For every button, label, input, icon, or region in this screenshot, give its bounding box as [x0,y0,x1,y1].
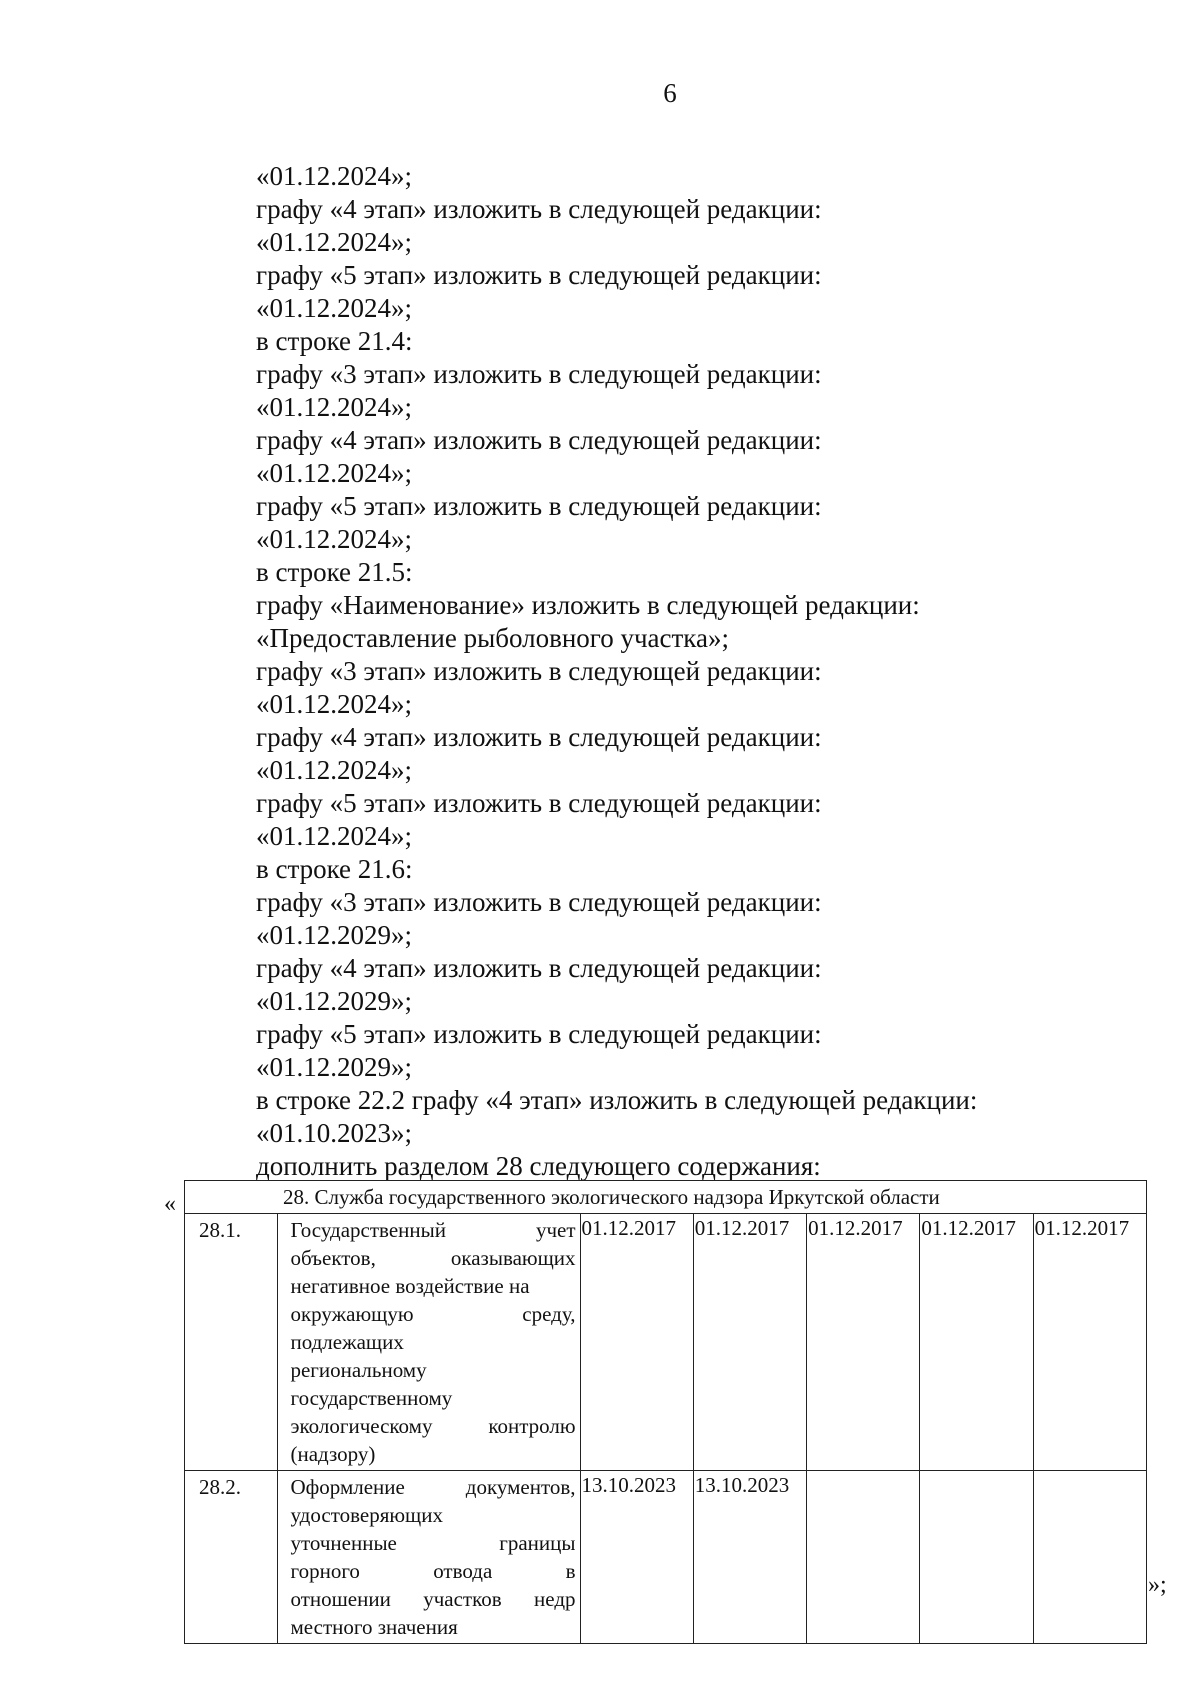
stage-5-date: 01.12.2017 [1033,1214,1146,1471]
opening-quote: « [164,1191,176,1217]
text-line: «01.12.2024»; [256,755,413,785]
table-row [185,1214,1147,1471]
text-line: «01.12.2029»; [256,920,413,950]
text-line: «01.12.2024»; [256,227,413,257]
name-line: (надзору) [290,1442,376,1466]
text-line: графу «5 этап» изложить в следующей редакции: [256,260,822,290]
text-line: «01.12.2024»; [256,161,413,191]
text-line: графу «Наименование» изложить в следующей редакции: [256,590,920,620]
stage-2-date: 01.12.2017 [693,1214,806,1471]
row-number: 28.2. [185,1471,278,1644]
text-line: графу «4 этап» изложить в следующей редакции: [256,722,822,752]
closing-quote: »; [1148,1572,1167,1598]
stage-3-date [807,1471,920,1644]
text-line: графу «4 этап» изложить в следующей редакции: [256,425,822,455]
text-line: графу «5 этап» изложить в следующей редакции: [256,788,822,818]
section-28-table [184,1180,1147,1644]
stage-1-date: 01.12.2017 [580,1214,693,1471]
stage-5-date [1033,1471,1146,1644]
text-line: «01.12.2024»; [256,524,413,554]
text-line: «01.12.2024»; [256,458,413,488]
text-line: «01.12.2024»; [256,821,413,851]
text-line: «01.12.2024»; [256,293,413,323]
row-name [278,1214,580,1471]
text-line: «01.12.2029»; [256,986,413,1016]
text-line: «01.12.2024»; [256,392,413,422]
name-line: объектов, оказывающих [290,1246,576,1270]
text-line: графу «5 этап» изложить в следующей редакции: [256,1019,822,1049]
text-line: графу «4 этап» изложить в следующей редакции: [256,953,822,983]
text-line: «01.10.2023»; [256,1118,413,1148]
text-line: «Предоставление рыболовного участка»; [256,623,730,653]
name-line: региональному [290,1358,427,1382]
page-number: 6 [663,78,677,108]
text-line: «01.12.2024»; [256,689,413,719]
name-line: негативное воздействие на [290,1274,530,1298]
name-line: Государственный учет [290,1218,576,1242]
text-line: в строке 22.2 графу «4 этап» изложить в следующей редакции: [256,1085,978,1115]
name-line: государственному [290,1386,453,1410]
text-line: графу «3 этап» изложить в следующей редакции: [256,656,822,686]
name-line: Оформление документов, [290,1475,576,1499]
stage-1-date: 13.10.2023 [580,1471,693,1644]
name-line: местного значения [290,1615,458,1639]
name-line: окружающую среду, [290,1302,576,1326]
stage-3-date: 01.12.2017 [807,1214,920,1471]
name-line: экологическому контролю [290,1414,576,1438]
text-line: графу «3 этап» изложить в следующей редакции: [256,887,822,917]
row-name [278,1471,580,1644]
amendment-text [256,160,1156,1183]
name-line: подлежащих [290,1330,404,1354]
stage-4-date: 01.12.2017 [920,1214,1033,1471]
name-line: горного отвода в [290,1559,576,1583]
text-line: в строке 21.6: [256,854,413,884]
name-line: отношении участков недр [290,1587,576,1611]
table-title-row [185,1181,1147,1214]
text-line: графу «4 этап» изложить в следующей редакции: [256,194,822,224]
stage-2-date: 13.10.2023 [693,1471,806,1644]
text-line: графу «3 этап» изложить в следующей редакции: [256,359,822,389]
table-title: 28. Служба государственного экологического надзора Иркутской области [185,1181,1147,1214]
text-line: «01.12.2029»; [256,1052,413,1082]
text-line: в строке 21.5: [256,557,413,587]
text-line: в строке 21.4: [256,326,413,356]
table-row [185,1471,1147,1644]
text-line: графу «5 этап» изложить в следующей редакции: [256,491,822,521]
name-line: уточненные границы [290,1531,576,1555]
row-number: 28.1. [185,1214,278,1471]
stage-4-date [920,1471,1033,1644]
text-line: дополнить разделом 28 следующего содержания: [256,1151,821,1181]
name-line: удостоверяющих [290,1503,443,1527]
